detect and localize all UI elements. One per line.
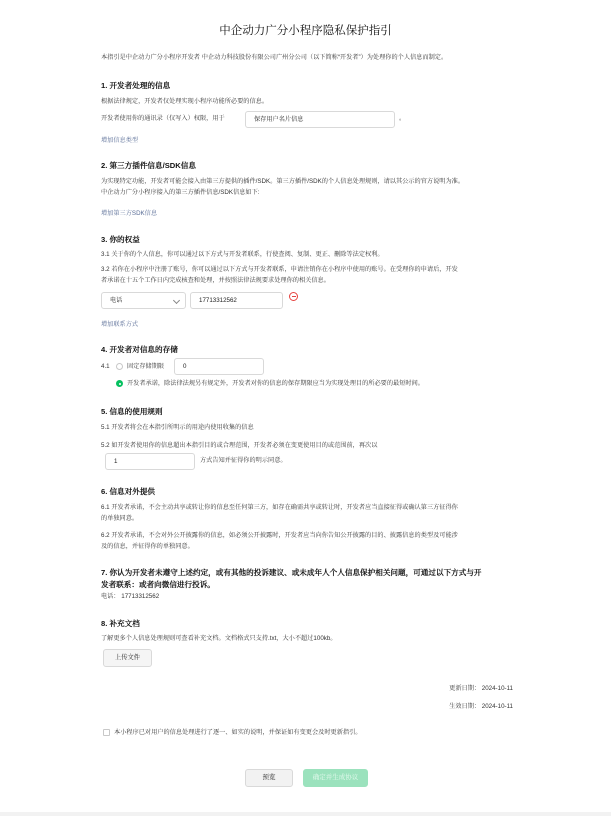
updated-date: 更新日期： 2024-10-11: [449, 685, 513, 692]
consent-text: 本小程序已对用户的信息处理进行了逐一、如实的说明，并保证如有变更会及时更新指引。: [114, 729, 362, 736]
section-2-p2: 中企动力广分小程序接入的第三方插件信息/SDK信息如下:: [101, 189, 260, 196]
section-3-p2a: 3.2 若你在小程序中注册了账号，你可以通过以下方式与开发者联系，申请注销你在小程序中使用的账号。在受理你的申请后，开发: [101, 266, 458, 273]
notify-method-input[interactable]: 1: [105, 453, 195, 470]
section-6-heading: 6. 信息对外提供: [101, 487, 156, 496]
page-title: 中企动力广分小程序隐私保护指引: [219, 25, 392, 37]
section-4-heading: 4. 开发者对信息的存储: [101, 345, 178, 354]
section-6-p2a: 6.2 开发者承诺，不会对外公开披露你的信息，如必须公开披露时，开发者应当向你告知公开披露的目的、披露信息的类型及可能涉: [101, 532, 458, 539]
fixed-period-label: 固定存储期限: [127, 363, 165, 370]
minimum-period-radio[interactable]: [116, 380, 123, 387]
purpose-input[interactable]: 保存用户名片信息: [245, 111, 395, 128]
section-6-p1a: 6.1 开发者承诺，不会主动共享或转让你的信息至任何第三方，如存在确需共享或转让时，开发者应当直接征得或确认第三方征得你: [101, 504, 458, 511]
section-8-p1: 了解更多个人信息处理规则可查看补充文档。文档格式只支持.txt，大小不超过100kb。: [101, 635, 337, 642]
fixed-period-radio[interactable]: [116, 363, 123, 370]
section-1-period: 。: [399, 115, 406, 122]
section-5-heading: 5. 信息的使用规则: [101, 407, 163, 416]
section-3-p2b: 者承诺在十五个工作日内完成核查和处理，并按照法律法规要求处理你的相关信息。: [101, 277, 330, 284]
add-info-type-link[interactable]: 增加信息类型: [101, 137, 139, 144]
section-7-heading-b: 发者联系：或者向微信进行投诉。: [101, 580, 215, 589]
upload-file-button[interactable]: 上传文件: [103, 649, 152, 667]
preview-button[interactable]: 预览: [245, 769, 293, 787]
section-6-p1b: 的单独同意。: [101, 515, 139, 522]
contact-type-value: 电话: [110, 297, 123, 304]
section-1-p1: 根据法律规定，开发者仅处理实现小程序功能所必要的信息。: [101, 98, 269, 105]
section-7-heading-a: 7. 你认为开发者未遵守上述约定，或有其他的投诉建议、或未成年人个人信息保护相关问题，可通过以下方式与开: [101, 568, 482, 577]
section-5-p1: 5.1 开发者将会在本指引所明示的用途内使用收集的信息: [101, 424, 254, 431]
generate-agreement-button[interactable]: 确定并生成协议: [303, 769, 368, 787]
section-7-phone: 电话： 17713312562: [101, 593, 160, 600]
minimum-period-label: 开发者承诺，除法律法规另有规定外，开发者对你的信息的保存期限应当为实现处理目的所必要的最短时间。: [127, 380, 424, 387]
section-4-label: 4.1: [101, 363, 110, 370]
section-1-p2: 开发者使用你的通讯录（仅写入）权限，用于: [101, 115, 225, 122]
section-2-p1: 为实现特定功能，开发者可能会接入由第三方提供的插件/SDK。第三方插件/SDK的个人信息处理规则，请以其公示的官方说明为准。: [101, 178, 465, 185]
section-6-p2b: 及的信息，并征得你的单独同意。: [101, 543, 194, 550]
add-contact-link[interactable]: 增加联系方式: [101, 321, 139, 328]
effective-date: 生效日期： 2024-10-11: [449, 703, 513, 710]
chevron-down-icon: [173, 297, 180, 304]
section-2-heading: 2. 第三方插件信息/SDK信息: [101, 161, 196, 170]
bottom-divider: [0, 812, 611, 816]
section-8-heading: 8. 补充文档: [101, 619, 140, 628]
storage-period-input[interactable]: 0: [174, 358, 264, 375]
contact-type-select[interactable]: [101, 292, 186, 309]
add-sdk-link[interactable]: 增加第三方SDK信息: [101, 210, 158, 217]
section-1-heading: 1. 开发者处理的信息: [101, 81, 171, 90]
section-3-p1: 3.1 关于你的个人信息，你可以通过以下方式与开发者联系，行使查阅、复制、更正、删除等法定权利。: [101, 251, 384, 258]
remove-contact-icon[interactable]: [289, 292, 298, 301]
intro-text: 本指引是中企动力广分小程序开发者 中企动力科技股份有限公司广州分公司（以下简称“开发者”）为处理你的个人信息而制定。: [101, 54, 448, 61]
section-5-p2-suffix: 方式告知并征得你的明示同意。: [200, 457, 287, 464]
section-5-p2: 5.2 如开发者使用你的信息超出本指引目的或合理范围，开发者必须在变更使用目的或范围前，再次以: [101, 442, 378, 449]
section-3-heading: 3. 你的权益: [101, 235, 140, 244]
contact-value-input[interactable]: 17713312562: [190, 292, 283, 309]
consent-checkbox[interactable]: [103, 729, 110, 736]
